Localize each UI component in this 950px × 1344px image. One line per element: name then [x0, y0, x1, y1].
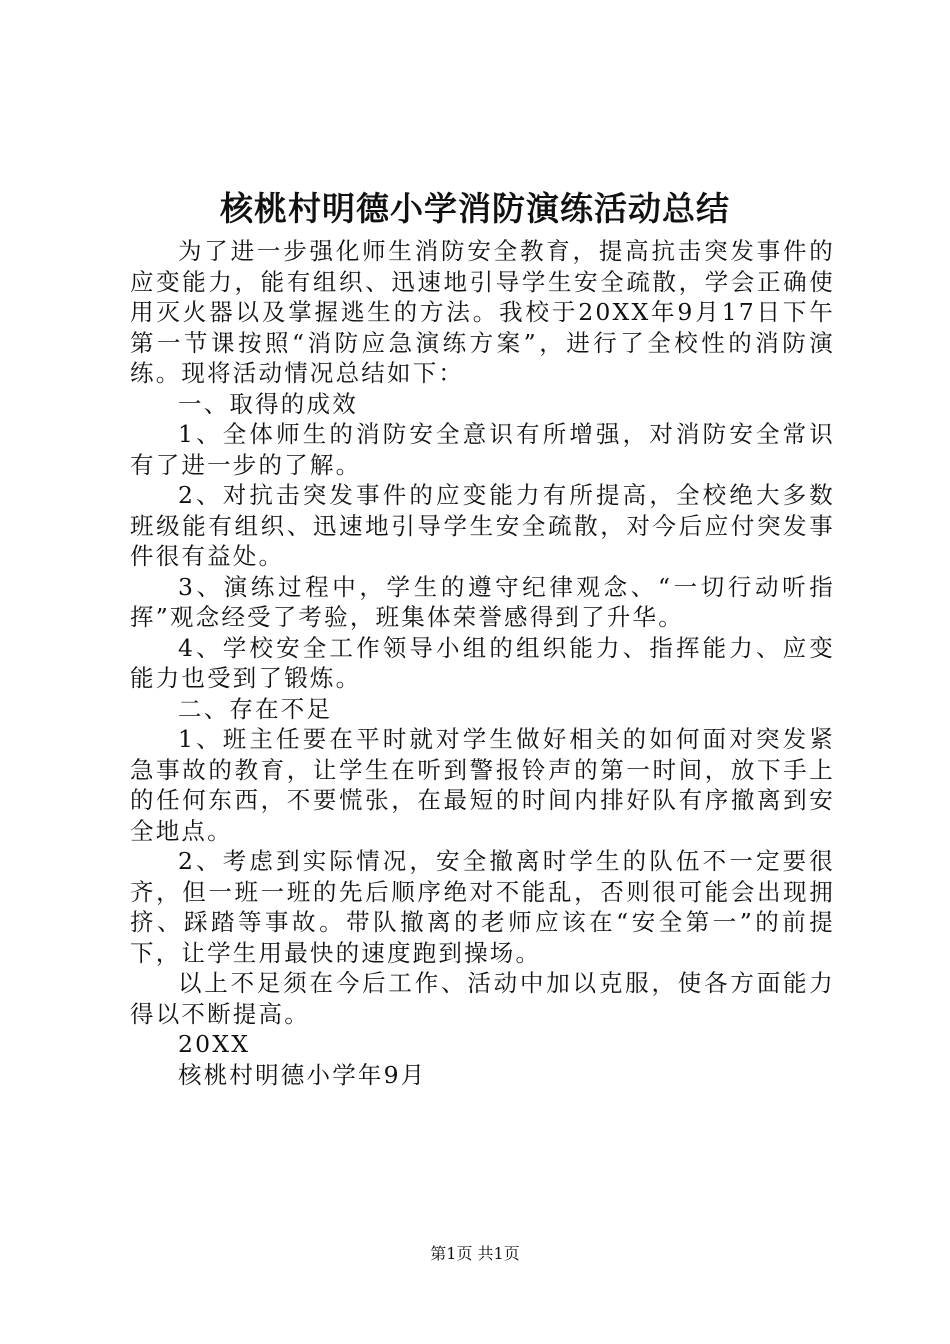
signature-organization: 核桃村明德小学年9月 [178, 1060, 427, 1089]
shortcoming-item-1: 1、班主任要在平时就对学生做好相关的如何面对突发紧急事故的教育，让学生在听到警报铃声的第一时间，放下手上的任何东西，不要慌张，在最短的时间内排好队有序撤离到安全地点。 [130, 725, 835, 845]
section-heading-shortcomings: 二、存在不足 [178, 694, 333, 723]
conclusion-paragraph: 以上不足须在今后工作、活动中加以克服，使各方面能力得以不断提高。 [130, 969, 835, 1028]
shortcoming-item-2: 2、考虑到实际情况，安全撤离时学生的队伍不一定要很齐，但一班一班的先后顺序绝对不能乱，否则很可能会出现拥挤、踩踏等事故。带队撤离的老师应该在“安全第一”的前提下，让学生用最快的速度跑到操场。 [130, 847, 835, 967]
signature-year: 20XX [178, 1030, 251, 1058]
section-heading-achievements: 一、取得的成效 [178, 389, 358, 418]
intro-paragraph: 为了进一步强化师生消防安全教育，提高抗击突发事件的应变能力，能有组织、迅速地引导学生安全疏散，学会正确使用灭火器以及掌握逃生的方法。我校于20XX年9月17日下午第一节课按照“消防应急演练方案”，进行了全校性的消防演练。现将活动情况总结如下： [130, 237, 835, 387]
document-body [130, 236, 835, 1090]
achievement-item-3: 3、演练过程中，学生的遵守纪律观念、“一切行动听指挥”观念经受了考验，班集体荣誉感得到了升华。 [130, 572, 835, 631]
achievement-item-4: 4、学校安全工作领导小组的组织能力、指挥能力、应变能力也受到了锻炼。 [130, 633, 835, 692]
document-title: 核桃村明德小学消防演练活动总结 [220, 189, 730, 228]
achievement-item-2: 2、对抗击突发事件的应变能力有所提高，全校绝大多数班级能有组织、迅速地引导学生安全疏散，对今后应付突发事件很有益处。 [130, 481, 835, 570]
page-number-footer: 第1页 共1页 [430, 1244, 520, 1263]
achievement-item-1: 1、全体师生的消防安全意识有所增强，对消防安全常识有了进一步的了解。 [130, 420, 835, 479]
